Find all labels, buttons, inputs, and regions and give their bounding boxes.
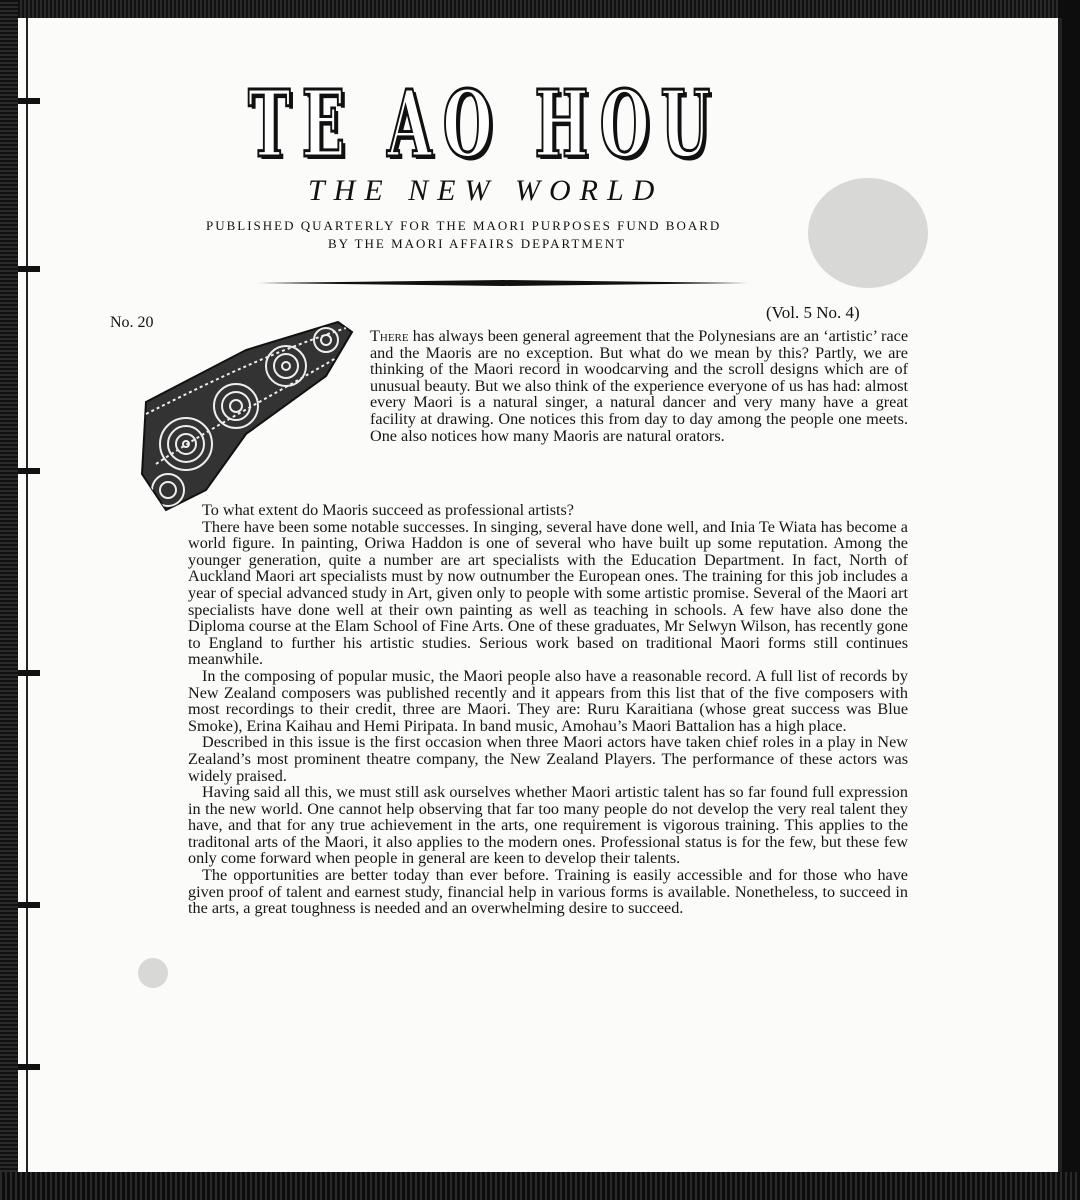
print-speckle xyxy=(138,958,168,988)
magazine-page xyxy=(18,18,1062,1172)
masthead-subtitle: THE NEW WORLD xyxy=(308,174,664,207)
decorative-rule xyxy=(258,280,748,286)
issue-number: No. 20 xyxy=(110,314,154,331)
masthead-title: TE AO HOU xyxy=(248,70,722,178)
article-paragraph: The opportunities are better today than ever before. Training is easily accessible and for those who have given proof of talent and earnest study, financial help in various forms is available. Nonetheless, to succeed in the arts, a great toughness is needed and an overwhelming desire to succeed. xyxy=(188,866,908,918)
article-paragraph: Having said all this, we must still ask ourselves whether Maori artistic talent has so far found full expression in the new world. One cannot help observing that far too many people do not develop the very real talent they have, and that for any true achievement in the arts, one requirement is vigorous training. This applies to the traditonal arts of the Maori, it also applies to the modern ones. Professional status is for the few, but these few only come forward when people in general are keen to develop their talents. xyxy=(188,783,908,868)
article-paragraph: To what extent do Maoris succeed as professional artists? xyxy=(202,501,574,519)
lead-first-word: There xyxy=(370,327,409,345)
lead-text: has always been general agreement that the Polynesians are an ‘artistic’ race and the Maoris are no exception. But what do we mean by this? Partly, we are thinking of the Maori record in woodcarving and the scroll designs which are of unusual beauty. But we also think of the experience everyone of us has had: almost every Maori is a natural singer, a natural dancer and very many have a great facility at drawing. One notices this from day to day among the people one meets. One also notices how many Maoris are natural orators. xyxy=(370,327,908,445)
binding-stitch xyxy=(18,670,40,676)
article-paragraph: There have been some notable successes. In singing, several have done well, and Inia Te Wiata has become a world figure. In painting, Oriwa Haddon is one of several who have built up some reputation. Among the younger generation, quite a number are art specialists with the Education Department. In fact, North of Auckland Maori art specialists must by now outnumber the European ones. The training for this job includes a year of special advanced study in Art, given only to people with some artistic promise. Several of the Maori art specialists have done well at their own painting as well as teaching in schools. A few have also done the Diploma course at the Elam School of Fine Arts. One of these graduates, Mr Selwyn Wilson, has recently gone to England to further his artistic studies. Serious work based on traditional Maori forms still continues meanwhile. xyxy=(188,517,908,669)
scan-frame-bottom xyxy=(0,1172,1080,1200)
maori-carving-scroll-icon xyxy=(126,314,366,514)
scan-frame-left xyxy=(0,0,18,1200)
scan-frame-top xyxy=(0,0,1080,18)
binding-stitch xyxy=(18,1064,40,1070)
print-speckle xyxy=(808,178,928,288)
binding-stitch xyxy=(18,98,40,104)
binding-stitch xyxy=(18,266,40,272)
binding-stitch xyxy=(18,468,40,474)
article-paragraph: In the composing of popular music, the Maori people also have a reasonable record. A full list of records by New Zealand composers was published recently and it appears from this list that of the five composers with most recordings to their credit, three are Maori. They are: Ruru Karaitiana (whose great success was Blue Smoke), Erina Kaihau and Hemi Piripata. In band music, Amohau’s Maori Battalion has a high place. xyxy=(188,666,908,735)
lead-paragraph xyxy=(370,328,908,444)
volume-label: (Vol. 5 No. 4) xyxy=(766,303,860,322)
publisher-line: BY THE MAORI AFFAIRS DEPARTMENT xyxy=(328,236,627,251)
publisher-line: PUBLISHED QUARTERLY FOR THE MAORI PURPOSES FUND BOARD xyxy=(206,218,722,233)
binding-spine xyxy=(26,18,28,1172)
article-paragraph: Described in this issue is the first occasion when three Maori actors have taken chief roles in a play in New Zealand’s most prominent theatre company, the New Zealand Players. The performance of these actors was widely praised. xyxy=(188,733,908,785)
binding-stitch xyxy=(18,902,40,908)
article-body xyxy=(188,502,908,917)
